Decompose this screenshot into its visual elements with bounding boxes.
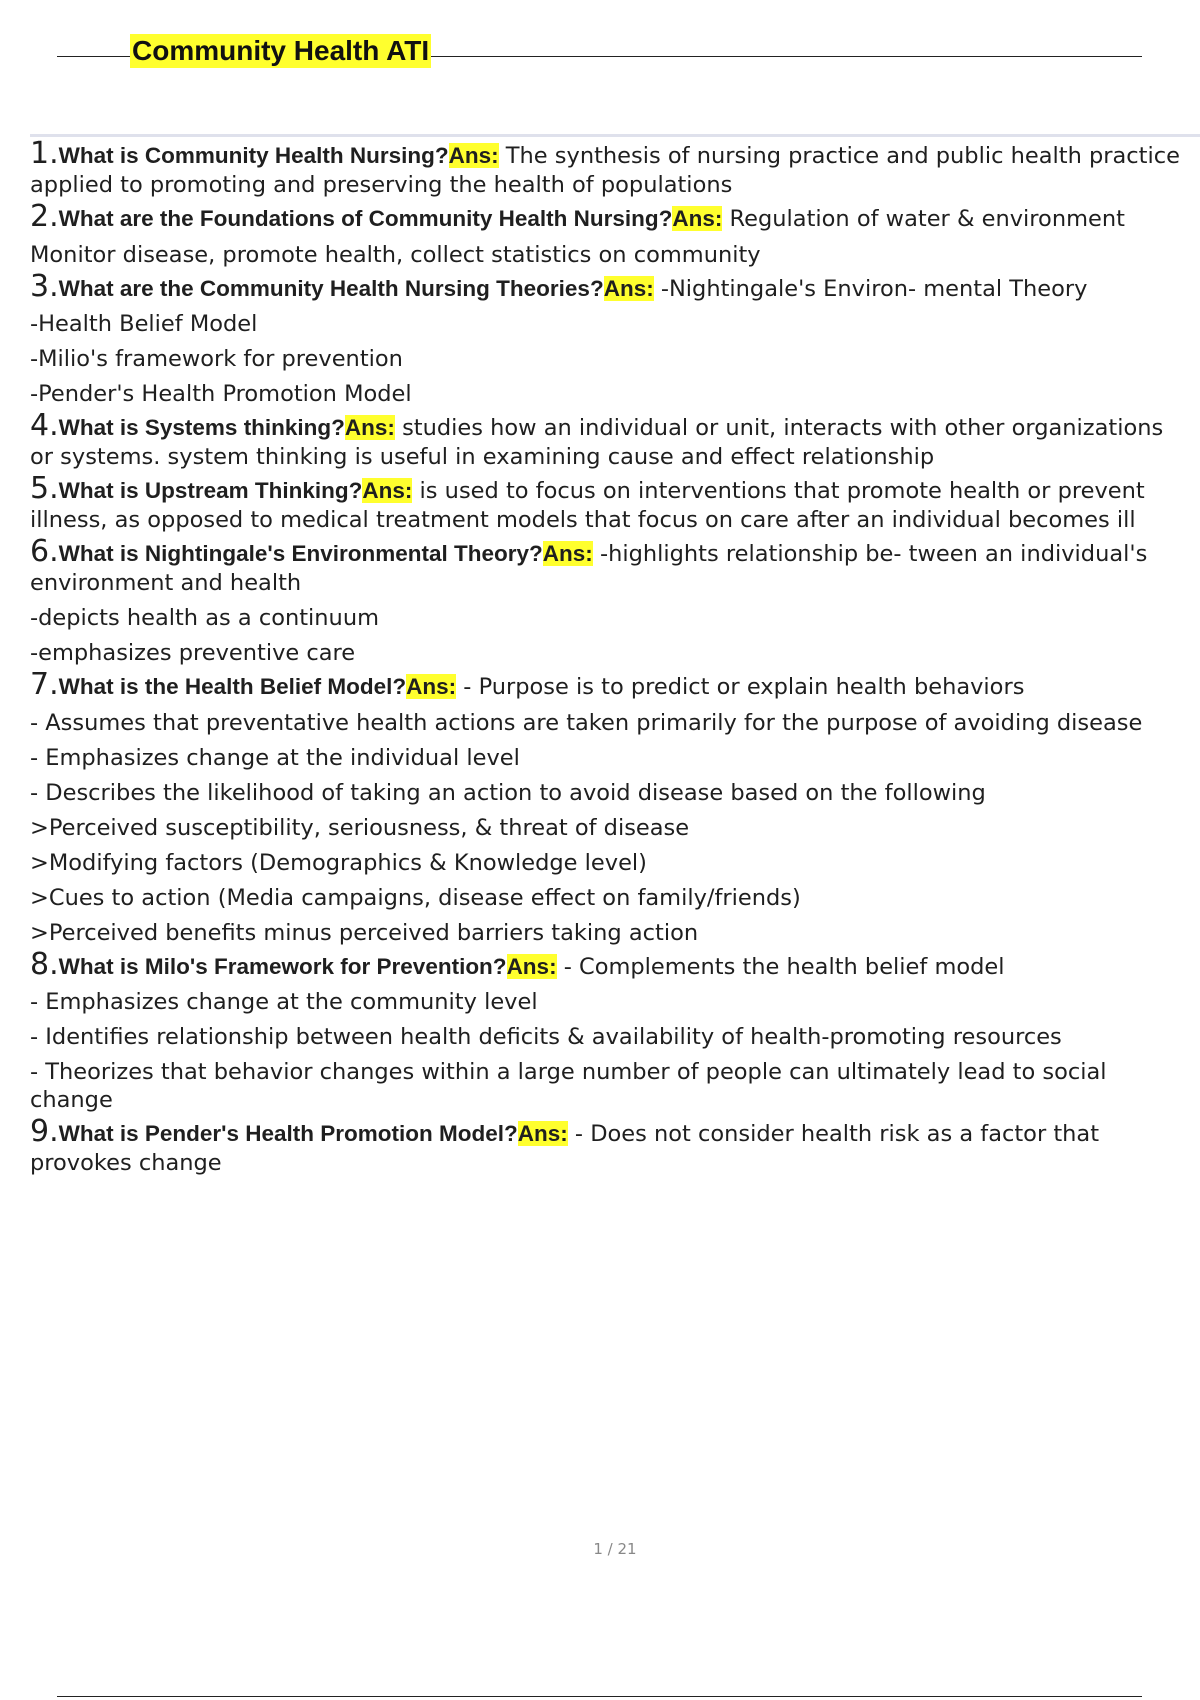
answer-detail-line: - Emphasizes change at the individual level	[30, 744, 520, 771]
question-number: 9.	[30, 1114, 59, 1149]
answer-detail-line: - Identifies relationship between health deficits & availability of health-promoting resources	[30, 1024, 1062, 1050]
answer-detail-line: >Modifying factors (Demographics & Knowledge level)	[30, 849, 647, 876]
question-number: 3.	[30, 268, 59, 304]
qa-item	[30, 471, 1190, 534]
question-line	[30, 1114, 1190, 1177]
qa-item	[30, 408, 1190, 471]
answer-label: Ans:	[506, 953, 557, 979]
question-line	[30, 471, 1190, 534]
qa-item	[30, 268, 1190, 409]
answer-detail-line: -Milio's framework for prevention	[30, 346, 403, 372]
question-line	[30, 199, 1190, 234]
answer-detail-line: >Perceived benefits minus perceived barriers taking action	[30, 919, 699, 946]
answer-detail-line: - Theorizes that behavior changes within a large number of people can ultimately lead to social change	[30, 1059, 1107, 1113]
qa-item	[30, 667, 1190, 947]
qa-item	[30, 1114, 1190, 1177]
question-text: What are the Foundations of Community Health Nursing?	[58, 206, 673, 231]
header-separator	[30, 134, 1200, 137]
bottom-rule	[57, 1696, 1142, 1697]
title-row	[57, 30, 1142, 70]
answer-detail-line: Monitor disease, promote health, collect statistics on community	[30, 241, 761, 268]
question-number: 7.	[30, 667, 59, 702]
page-title: Community Health ATI	[132, 35, 430, 66]
qa-item	[30, 946, 1190, 1115]
question-text: What is Community Health Nursing?	[58, 143, 449, 168]
answer-text: is used to focus on interventions that promote health or prevent illness, as opposed to medical treatment models that focus on care after an individual becomes ill	[30, 478, 1145, 533]
question-text: What is Upstream Thinking?	[58, 478, 363, 503]
question-text: What is Nightingale's Environmental Theory?	[58, 541, 543, 566]
question-text: What is Systems thinking?	[58, 415, 345, 440]
answer-detail-line: -Pender's Health Promotion Model	[30, 381, 412, 407]
question-line	[30, 667, 1190, 702]
question-number: 4.	[30, 408, 59, 443]
answer-detail-line: -depicts health as a continuum	[30, 605, 379, 631]
question-text: What is the Health Belief Model?	[58, 674, 407, 699]
answer-text: - Complements the health belief model	[556, 953, 1005, 980]
qa-item	[30, 136, 1190, 199]
answer-text: studies how an individual or unit, interacts with other organizations or systems. system thinking is useful in examining cause and effect relationship	[30, 415, 1164, 470]
answer-label: Ans:	[603, 275, 654, 301]
answer-label: Ans:	[344, 415, 395, 440]
answer-detail-line: >Perceived susceptibility, seriousness, & threat of disease	[30, 814, 690, 841]
question-line	[30, 136, 1190, 199]
answer-label: Ans:	[542, 541, 593, 566]
answer-text: -Nightingale's Environ- mental Theory	[653, 275, 1088, 302]
question-text: What is Milo's Framework for Prevention?	[58, 953, 507, 979]
qa-item	[30, 534, 1190, 667]
answer-detail-line: - Emphasizes change at the community level	[30, 989, 538, 1015]
answer-label: Ans:	[517, 1121, 568, 1146]
question-line	[30, 534, 1190, 597]
answer-detail-line: -emphasizes preventive care	[30, 640, 356, 666]
question-number: 2.	[30, 199, 59, 234]
question-number: 5.	[30, 471, 59, 506]
question-text: What is Pender's Health Promotion Model?	[58, 1121, 518, 1146]
question-number: 8.	[30, 946, 59, 982]
answer-detail-line: - Assumes that preventative health actions are taken primarily for the purpose of avoiding disease	[30, 709, 1143, 736]
answer-text: - Purpose is to predict or explain health behaviors	[456, 674, 1025, 700]
answer-text: - Does not consider health risk as a factor that provokes change	[30, 1121, 1100, 1176]
question-number: 1.	[30, 136, 59, 171]
qa-list	[30, 136, 1190, 1177]
answer-detail-line: -Health Belief Model	[30, 311, 258, 337]
qa-item	[30, 199, 1190, 269]
answer-text: The synthesis of nursing practice and public health practice applied to promoting and preserving the health of populations	[30, 143, 1180, 198]
answer-label: Ans:	[362, 478, 413, 503]
question-number: 6.	[30, 534, 59, 569]
answer-text: -highlights relationship be- tween an individual's environment and health	[30, 541, 1148, 596]
answer-detail-line: >Cues to action (Media campaigns, disease effect on family/friends)	[30, 884, 801, 911]
question-line	[30, 268, 1190, 304]
answer-label: Ans:	[672, 206, 723, 231]
answer-label: Ans:	[448, 143, 499, 168]
question-line	[30, 408, 1190, 471]
page-indicator: 1 / 21	[593, 1540, 637, 1558]
answer-text: Regulation of water & environment	[722, 206, 1125, 232]
question-text: What are the Community Health Nursing Theories?	[58, 275, 604, 301]
answer-detail-line: - Describes the likelihood of taking an action to avoid disease based on the following	[30, 779, 986, 806]
answer-label: Ans:	[406, 674, 457, 699]
question-line	[30, 946, 1190, 982]
